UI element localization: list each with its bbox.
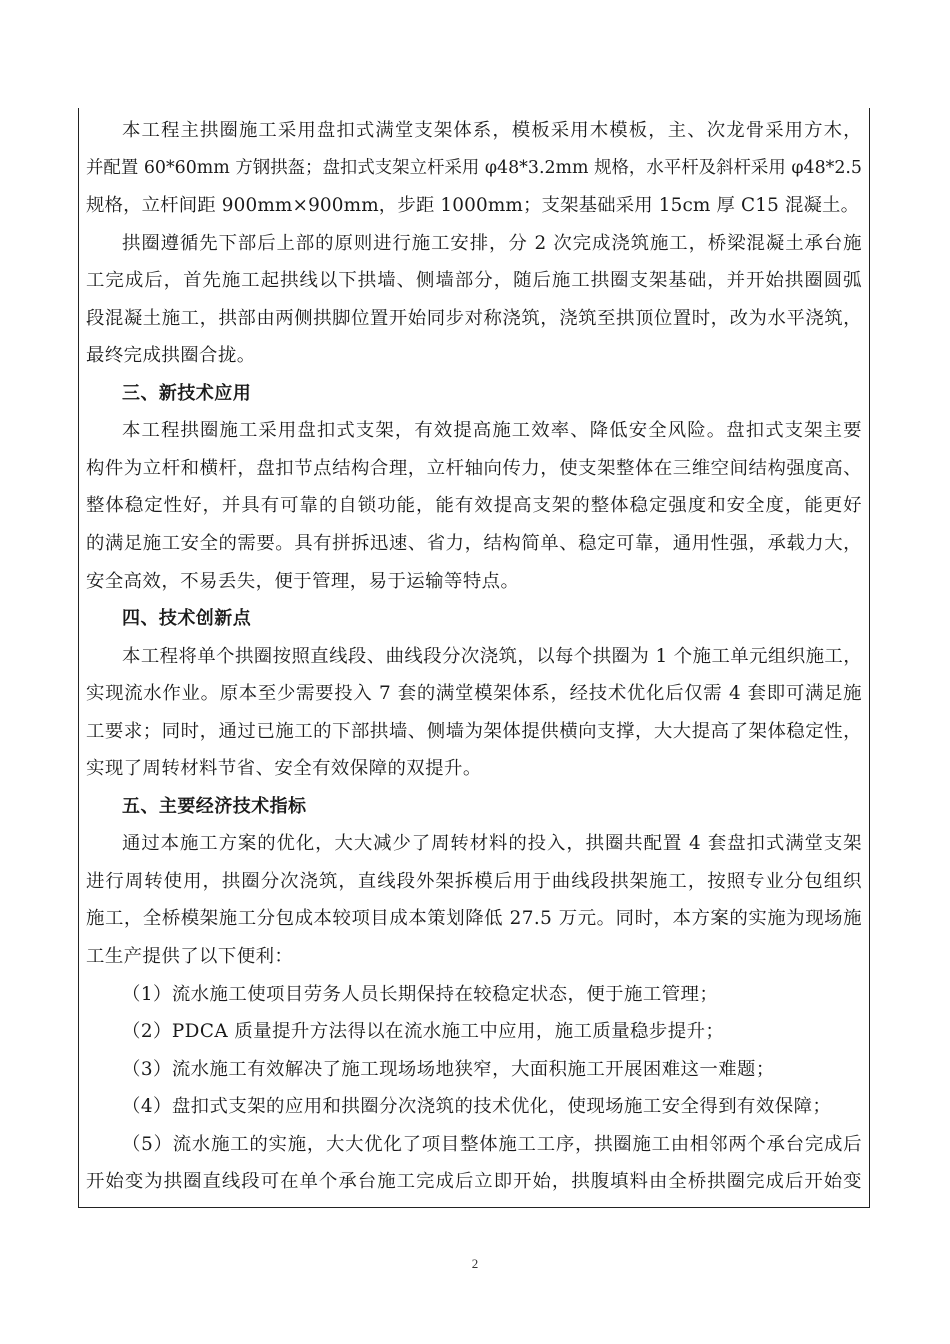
text-line: 施工，全桥模架施工分包成本较项目成本策划降低 27.5 万元。同时，本方案的实施为现场施 — [86, 908, 862, 930]
text-line: 的满足施工安全的需要。具有拼拆迅速、省力，结构简单、稳定可靠，通用性强，承载力大， — [86, 533, 862, 555]
text-line: 实现了周转材料节省、安全有效保障的双提升。 — [86, 758, 482, 780]
page-number: 2 — [471, 1256, 479, 1271]
text-line: 工要求；同时，通过已施工的下部拱墙、侧墙为架体提供横向支撑，大大提高了架体稳定性， — [86, 720, 862, 742]
text-line: 构件为立杆和横杆，盘扣节点结构合理，立杆轴向传力，使支架整体在三维空间结构强度高、 — [86, 457, 862, 479]
section-heading: 三、新技术应用 — [122, 382, 252, 404]
section-heading: 五、主要经济技术指标 — [122, 795, 307, 817]
text-line: 并配置 60*60mm 方钢拱盔；盘扣式支架立杆采用 φ48*3.2mm 规格，水平杆及斜杆采用 φ48*2.5 — [86, 157, 862, 178]
text-line: 开始变为拱圈直线段可在单个承台施工完成后立即开始，拱腹填料由全桥拱圈完成后开始变 — [86, 1171, 862, 1193]
text-line: 工完成后，首先施工起拱线以下拱墙、侧墙部分，随后施工拱圈支架基础，并开始拱圈圆弧 — [86, 270, 862, 292]
text-line: 进行周转使用，拱圈分次浇筑，直线段外架拆模后用于曲线段拱架施工，按照专业分包组织 — [86, 870, 862, 892]
text-line: 本工程主拱圈施工采用盘扣式满堂支架体系，模板采用木模板，主、次龙骨采用方木， — [122, 120, 862, 141]
section-heading: 四、技术创新点 — [122, 608, 252, 630]
text-line: 整体稳定性好，并具有可靠的自锁功能，能有效提高支架的整体稳定强度和安全度，能更好 — [86, 495, 862, 517]
text-line: （5）流水施工的实施，大大优化了项目整体施工工序，拱圈施工由相邻两个承台完成后 — [122, 1133, 862, 1155]
text-line: （2）PDCA 质量提升方法得以在流水施工中应用，施工质量稳步提升； — [122, 1021, 725, 1043]
text-line: 安全高效，不易丢失，便于管理，易于运输等特点。 — [86, 570, 520, 592]
text-line: 通过本施工方案的优化，大大减少了周转材料的投入，拱圈共配置 4 套盘扣式满堂支架 — [122, 833, 862, 855]
text-line: 段混凝土施工，拱部由两侧拱脚位置开始同步对称浇筑，浇筑至拱顶位置时，改为水平浇筑， — [86, 307, 862, 329]
text-line: 拱圈遵循先下部后上部的原则进行施工安排，分 2 次完成浇筑施工，桥梁混凝土承台施 — [122, 232, 862, 254]
text-line: 本工程将单个拱圈按照直线段、曲线段分次浇筑，以每个拱圈为 1 个施工单元组织施工， — [122, 645, 862, 667]
text-line: （1）流水施工使项目劳务人员长期保持在较稳定状态，便于施工管理； — [122, 983, 719, 1005]
text-line: （4）盘扣式支架的应用和拱圈分次浇筑的技术优化，使现场施工安全得到有效保障； — [122, 1096, 832, 1118]
text-line: 实现流水作业。原本至少需要投入 7 套的满堂模架体系，经技术优化后仅需 4 套即可满足施 — [86, 683, 862, 705]
text-line: 规格，立杆间距 900mm×900mm，步距 1000mm；支架基础采用 15cm 厚 C15 混凝土。 — [86, 195, 860, 217]
text-line: 工生产提供了以下便利： — [86, 946, 294, 968]
document-body — [86, 112, 862, 1201]
text-line: 最终完成拱圈合拢。 — [86, 345, 256, 367]
text-line: 本工程拱圈施工采用盘扣式支架，有效提高施工效率、降低安全风险。盘扣式支架主要 — [122, 420, 862, 442]
text-line: （3）流水施工有效解决了施工现场场地狭窄，大面积施工开展困难这一难题； — [122, 1058, 775, 1080]
